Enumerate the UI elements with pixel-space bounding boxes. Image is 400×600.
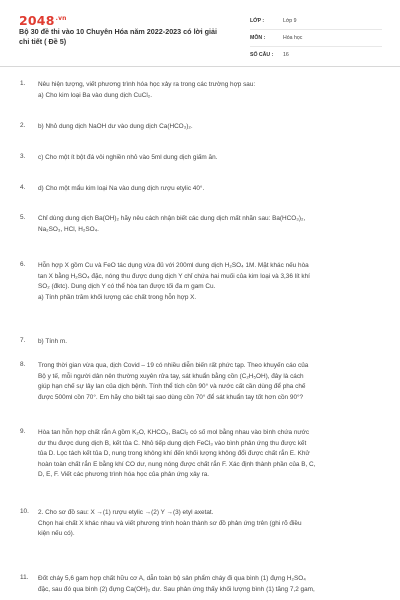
- question-number: 9.: [20, 428, 26, 435]
- question-number: 5.: [20, 214, 26, 221]
- question-line: Hòa tan hỗn hợp chất rắn A gồm K₂O, KHCO₃, BaCl₂ có số mol bằng nhau vào bình chứa nước: [38, 429, 310, 436]
- meta-row-grade: [250, 13, 382, 30]
- question-line: kiện nếu có).: [38, 530, 75, 537]
- meta-value: Hóa học: [283, 35, 303, 41]
- question-text: [38, 80, 378, 101]
- question-number: 8.: [20, 361, 26, 368]
- question-text: [38, 214, 378, 235]
- site-logo[interactable]: [19, 13, 67, 28]
- question-line: tủa D. Lọc tách kết tủa D, nung trong không khí đến khối lượng không đổi được chất rắn E. Khử: [38, 450, 310, 457]
- question-number: 1.: [20, 80, 26, 87]
- question-text: [38, 122, 378, 133]
- question-number: 6.: [20, 261, 26, 268]
- meta-value: Lớp 9: [283, 18, 297, 24]
- question-line: Chỉ dùng dung dịch Ba(OH)₂ hãy nêu cách nhận biết các dung dịch mất nhãn sau: Ba(HCO₃)₂,: [38, 215, 306, 222]
- question-line: Bộ y tế, mỗi người dân nên thường xuyên rửa tay, sát khuẩn bằng cồn (C₂H₅OH), đây là cách: [38, 372, 304, 380]
- question-line: hoàn toàn chất rắn E bằng khí CO dư, nung nóng được chất rắn F. Xác định thành phần của B, C,: [38, 460, 316, 468]
- meta-row-question-count: [250, 47, 382, 63]
- question-number: 11.: [20, 574, 29, 581]
- question-line: đặc, sau đó qua bình (2) đựng Ca(OH)₂ dư. Sau phản ứng thấy khối lượng bình (1) tăng 7,2 gam,: [38, 585, 315, 593]
- question-line: SO₂ (đktc). Dung dịch Y có thể hòa tan được tối đa m gam Cu.: [38, 283, 216, 290]
- question-line: b) Nhỏ dung dịch NaOH dư vào dung dịch Ca(HCO₃)₂.: [38, 123, 193, 130]
- header-divider: [0, 66, 400, 67]
- question-line: dư thu được dung dịch B, kết tủa C. Nhỏ tiếp dung dịch FeCl₃ vào bình phản ứng thu được kết: [38, 439, 307, 447]
- question-line: Đốt cháy 5,6 gam hợp chất hữu cơ A, dẫn toàn bộ sản phẩm cháy đi qua bình (1) đựng H₂SO₄: [38, 575, 306, 582]
- question-text: [38, 574, 378, 595]
- question-line: d) Cho một mẩu kim loại Na vào dung dịch rượu etylic 40°.: [38, 185, 205, 192]
- question-number: 10.: [20, 508, 29, 515]
- question-line: Hỗn hợp X gồm Cu và FeO tác dụng vừa đủ với 200ml dung dịch H₂SO₄ 1M. Mặt khác nếu hòa: [38, 262, 309, 269]
- question-line: Trong thời gian vừa qua, dịch Covid – 19 có nhiều diễn biến rất phức tạp. Theo khuyến cáo của: [38, 362, 309, 369]
- question-text: [38, 428, 378, 481]
- question-line: giúp hạn chế sự lây lan của dịch bệnh. Tính thể tích cồn 90° và nước cất cần dùng để pha chế: [38, 383, 306, 390]
- question-text: [38, 337, 378, 348]
- question-number: 2.: [20, 122, 26, 129]
- page-header: [0, 0, 400, 64]
- question-line: Nêu hiện tượng, viết phương trình hóa học xảy ra trong các trường hợp sau:: [38, 81, 256, 88]
- logo-text: 2048: [19, 13, 55, 28]
- question-text: [38, 508, 378, 540]
- question-line: c) Cho một ít bột đá vôi nghiền nhỏ vào 5ml dung dịch giấm ăn.: [38, 154, 218, 161]
- question-number: 4.: [20, 184, 26, 191]
- question-line: D, E, F. Viết các phương trình hóa học của phản ứng xảy ra.: [38, 471, 210, 478]
- question-line: b) Tính m.: [38, 338, 68, 345]
- question-text: [38, 361, 378, 403]
- exam-title: Bộ 30 đề thi vào 10 Chuyên Hóa năm 2022-2023 có lời giải chi tiết ( Đề 5): [19, 27, 218, 46]
- question-line: 2. Cho sơ đồ sau: X →(1) rượu etylic →(2) Y →(3) etyl axetat.: [38, 509, 214, 516]
- meta-label: LỚP :: [250, 18, 265, 24]
- logo-suffix: .vn: [55, 14, 67, 22]
- meta-value: 16: [283, 52, 289, 58]
- meta-row-subject: [250, 30, 382, 47]
- question-text: [38, 261, 378, 303]
- question-number: 3.: [20, 153, 26, 160]
- question-line: a) Cho kim loại Ba vào dung dịch CuCl₂.: [38, 91, 153, 99]
- question-line: tan X bằng H₂SO₄ đặc, nóng thu được dung dịch Y chỉ chứa hai muối của kim loại và 3,36 lít khí: [38, 272, 310, 280]
- question-line: Chọn hai chất X khác nhau và viết phương trình hoàn thành sơ đồ phản ứng trên (ghi rõ điều: [38, 519, 302, 527]
- question-text: [38, 184, 378, 195]
- question-number: 7.: [20, 337, 26, 344]
- meta-label: SỐ CÂU :: [250, 52, 274, 58]
- question-text: [38, 153, 378, 164]
- question-line: được 500ml cồn 70°. Em hãy cho biết tại sao dùng cồn 70° để sát khuẩn tay tốt hơn cồn 90°?: [38, 393, 304, 401]
- exam-meta-table: [250, 13, 382, 63]
- question-line: a) Tính phần trăm khối lượng các chất trong hỗn hợp X.: [38, 293, 197, 301]
- question-line: Na₂SO₃, HCl, H₂SO₄.: [38, 225, 99, 233]
- meta-label: MÔN :: [250, 35, 266, 41]
